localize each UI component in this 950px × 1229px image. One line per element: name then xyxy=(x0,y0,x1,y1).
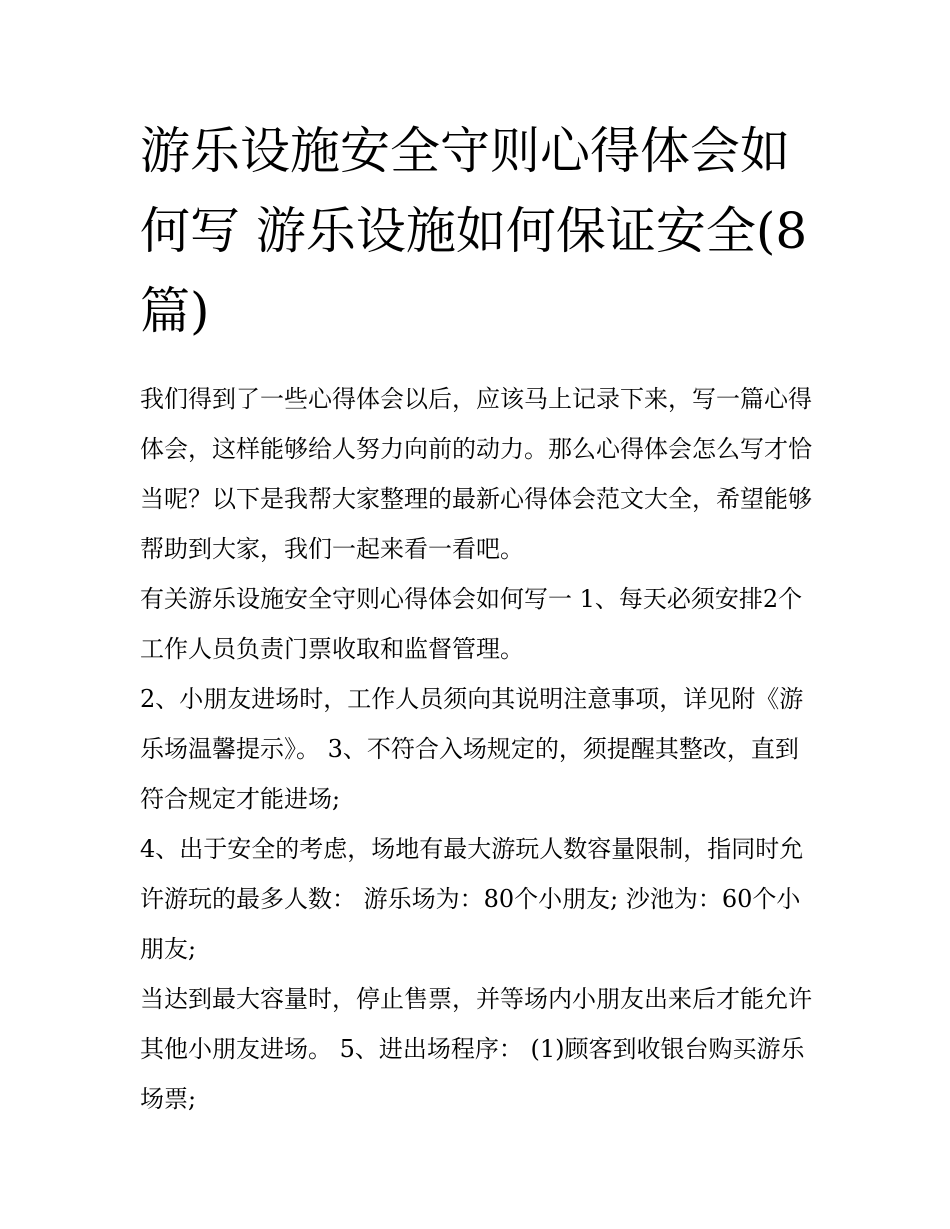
document-page xyxy=(140,0,820,1124)
paragraph-rule-1: 有关游乐设施安全守则心得体会如何写一 1、每天必须安排2个工作人员负责门票收取和监督管理。 xyxy=(140,585,803,663)
paragraph-rule-2-3: 2、小朋友进场时，工作人员须向其说明注意事项，详见附《游乐场温馨提示》。 3、不符合入场规定的，须提醒其整改，直到符合规定才能进场; xyxy=(140,685,804,813)
paragraph-intro: 我们得到了一些心得体会以后，应该马上记录下来，写一篇心得体会，这样能够给人努力向前的动力。那么心得体会怎么写才恰当呢？以下是我帮大家整理的最新心得体会范文大全，希望能够帮助到大家，我们一起来看一看吧。 xyxy=(140,385,812,563)
paragraph-rule-5: 当达到最大容量时，停止售票，并等场内小朋友出来后才能允许其他小朋友进场。 5、进出场程序： (1)顾客到收银台购买游乐场票; xyxy=(140,985,812,1113)
document-title: 游乐设施安全守则心得体会如何写 游乐设施如何保证安全(8篇) xyxy=(140,122,808,340)
document-body xyxy=(140,374,812,1124)
paragraph-rule-4: 4、出于安全的考虑，场地有最大游玩人数容量限制，指同时允许游玩的最多人数： 游乐场为：80个小朋友; 沙池为：60个小朋友; xyxy=(140,835,804,963)
